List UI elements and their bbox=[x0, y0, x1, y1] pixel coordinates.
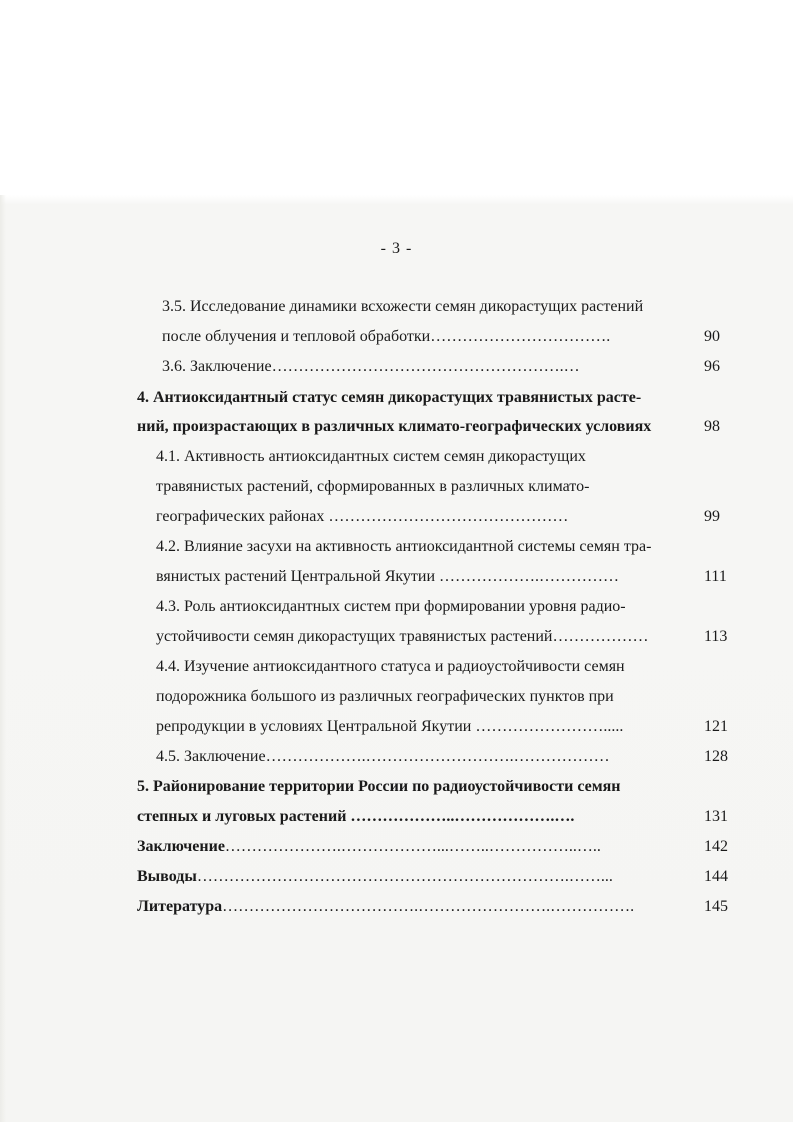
toc-literature-page: 145 bbox=[704, 898, 728, 915]
toc-literature-dots: ……………………………….…………………….……………. bbox=[222, 898, 635, 915]
toc-literature-label: Литература bbox=[137, 898, 223, 915]
toc-chapter-5-line-1: 5. Районирование территории России по радиоустойчивости семян bbox=[137, 778, 621, 795]
toc-4-1-page: 99 bbox=[704, 508, 720, 525]
toc-4-1-line-1: 4.1. Активность антиоксидантных систем семян дикорастущих bbox=[156, 448, 586, 465]
toc-conclusion bbox=[137, 837, 601, 857]
toc-3-5-page: 90 bbox=[704, 328, 720, 345]
toc-4-3-page: 113 bbox=[704, 628, 728, 645]
toc-chapter-5-line-2 bbox=[137, 807, 574, 827]
toc-chapter-5-line-2-text: степных и луговых растений ………………..……………….…. bbox=[137, 808, 575, 825]
toc-4-5-page: 128 bbox=[704, 748, 728, 765]
toc-findings-dots: …………………………………………………………….……... bbox=[196, 868, 613, 885]
toc-findings bbox=[137, 867, 613, 887]
toc-4-4-line-3: репродукции в условиях Центральной Якутии ……………………..... bbox=[156, 718, 624, 735]
toc-conclusion-label: Заключение bbox=[137, 838, 225, 855]
toc-chapter-4-line-1: 4. Антиоксидантный статус семян дикорастущих травянистых расте- bbox=[137, 389, 642, 406]
toc-4-5-line-1: 4.5. Заключение……………….……………………….……………… bbox=[156, 748, 610, 765]
toc-conclusion-dots: ………………….………………...……..……………..….. bbox=[224, 838, 601, 855]
toc-4-3-line-2: устойчивости семян дикорастущих травянистых растений……………… bbox=[156, 628, 649, 645]
toc-4-2-page: 111 bbox=[704, 568, 727, 585]
toc-4-4-line-2: подорожника большого из различных географических пунктов при bbox=[156, 688, 614, 705]
page-number: - 3 - bbox=[380, 240, 413, 257]
toc-chapter-5-page: 131 bbox=[704, 808, 728, 825]
toc-3-6-page: 96 bbox=[704, 358, 720, 375]
toc-4-4-line-1: 4.4. Изучение антиоксидантного статуса и радиоустойчивости семян bbox=[156, 658, 625, 675]
toc-4-3-line-1: 4.3. Роль антиоксидантных систем при формировании уровня радио- bbox=[156, 598, 626, 615]
toc-3-5-line-1: 3.5. Исследование динамики всхожести семян дикорастущих растений bbox=[162, 298, 644, 315]
toc-3-6-line-1: 3.6. Заключение……………………………………………….… bbox=[162, 358, 580, 375]
toc-4-2-line-1: 4.2. Влияние засухи на активность антиоксидантной системы семян тра- bbox=[156, 538, 652, 555]
toc-findings-page: 144 bbox=[704, 868, 728, 885]
scan-edge bbox=[0, 195, 6, 1122]
toc-chapter-4-line-2: ний, произрастающих в различных климато-географических условиях bbox=[137, 418, 652, 435]
toc-3-5-line-2: после облучения и тепловой обработки……………………………. bbox=[162, 328, 611, 345]
toc-4-1-line-2: травянистых растений, сформированных в различных климато- bbox=[156, 478, 590, 495]
toc-4-2-line-2: вянистых растений Центральной Якутии ……………….…………… bbox=[156, 568, 620, 585]
toc-4-4-page: 121 bbox=[704, 718, 728, 735]
toc-literature bbox=[137, 897, 634, 917]
toc-4-1-line-3: географических районах ……………………………………… bbox=[156, 508, 569, 525]
toc-conclusion-page: 142 bbox=[704, 838, 728, 855]
toc-chapter-4-page: 98 bbox=[704, 418, 720, 435]
toc-findings-label: Выводы bbox=[137, 868, 197, 885]
